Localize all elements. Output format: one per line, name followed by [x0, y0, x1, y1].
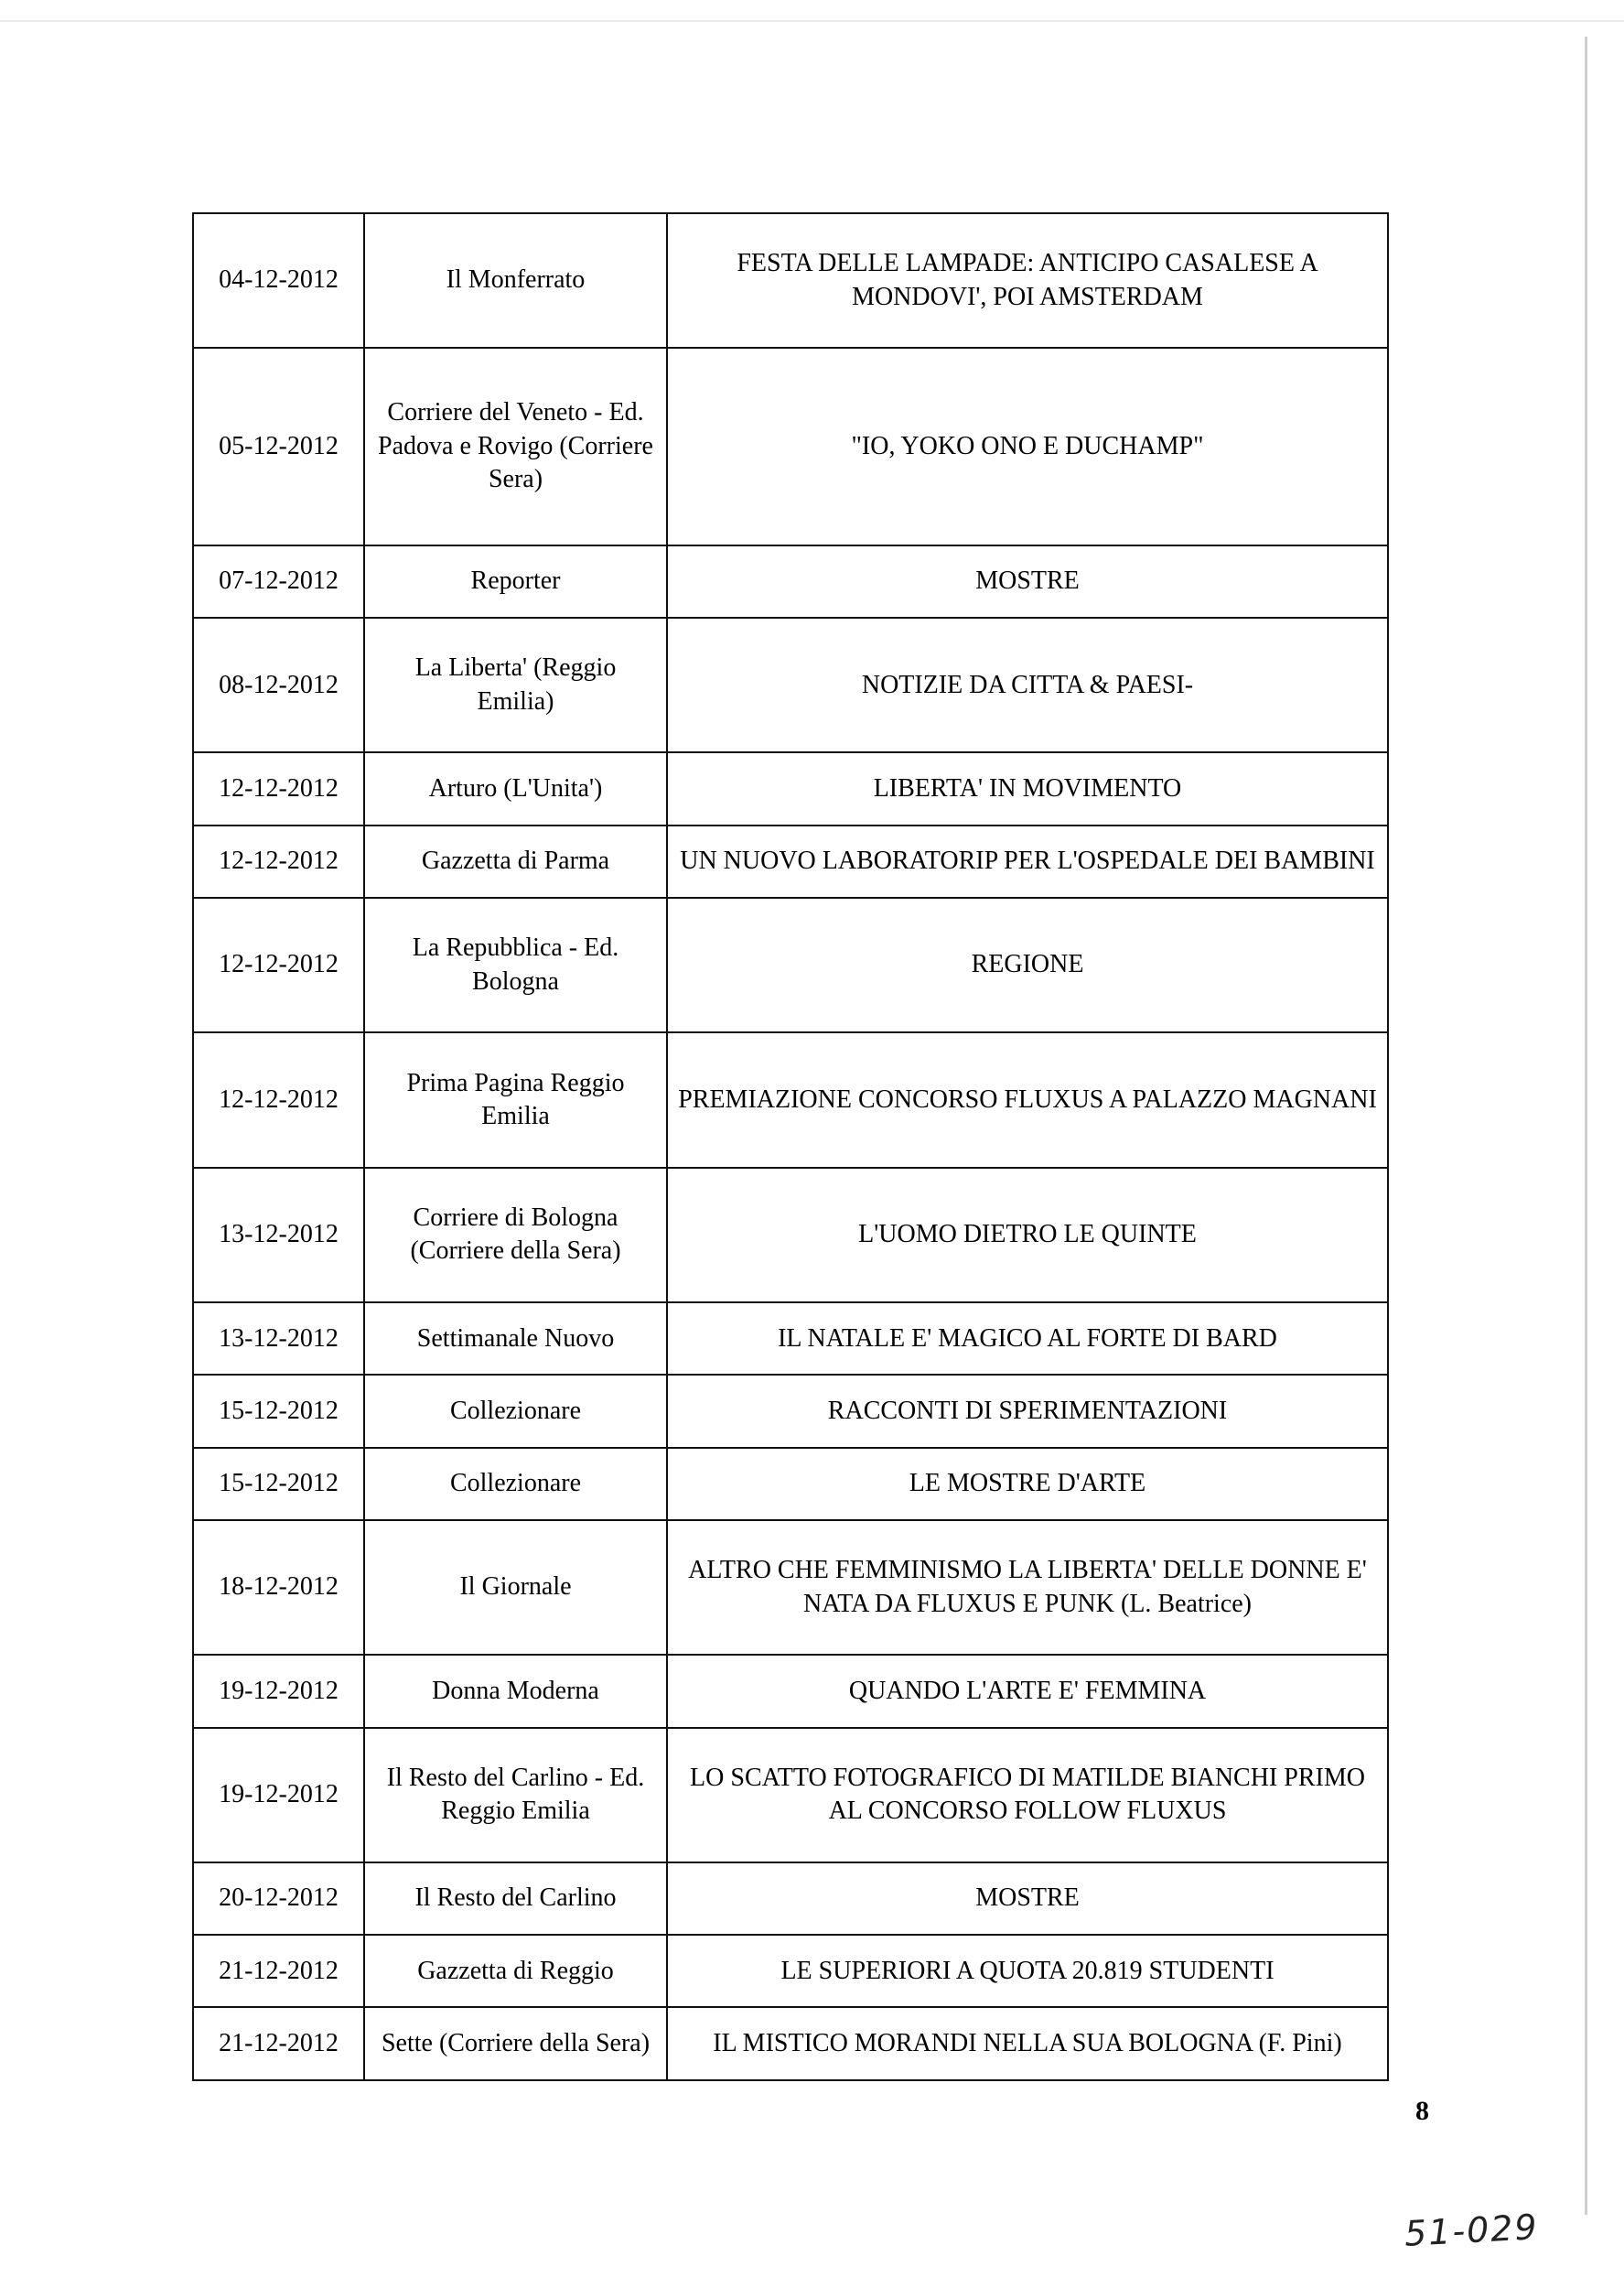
source-cell: Reporter [364, 545, 667, 618]
title-cell: QUANDO L'ARTE E' FEMMINA [667, 1655, 1388, 1727]
table-row [193, 1655, 1388, 1727]
title-cell: "IO, YOKO ONO E DUCHAMP" [667, 348, 1388, 545]
date-cell: 08-12-2012 [193, 618, 364, 752]
date-cell: 05-12-2012 [193, 348, 364, 545]
press-review-rows [193, 213, 1388, 2080]
date-cell: 19-12-2012 [193, 1728, 364, 1862]
title-cell: FESTA DELLE LAMPADE: ANTICIPO CASALESE A MONDOVI', POI AMSTERDAM [667, 213, 1388, 348]
date-cell: 18-12-2012 [193, 1520, 364, 1655]
table-row [193, 618, 1388, 752]
source-cell: Collezionare [364, 1375, 667, 1447]
title-cell: IL NATALE E' MAGICO AL FORTE DI BARD [667, 1302, 1388, 1375]
table-row [193, 545, 1388, 618]
date-cell: 04-12-2012 [193, 213, 364, 348]
source-cell: Il Resto del Carlino [364, 1862, 667, 1935]
title-cell: MOSTRE [667, 545, 1388, 618]
date-cell: 13-12-2012 [193, 1168, 364, 1302]
table-row [193, 1728, 1388, 1862]
title-cell: ALTRO CHE FEMMINISMO LA LIBERTA' DELLE DONNE E' NATA DA FLUXUS E PUNK (L. Beatrice) [667, 1520, 1388, 1655]
title-cell: LE MOSTRE D'ARTE [667, 1448, 1388, 1520]
source-cell: Donna Moderna [364, 1655, 667, 1727]
source-cell: Collezionare [364, 1448, 667, 1520]
date-cell: 07-12-2012 [193, 545, 364, 618]
date-cell: 12-12-2012 [193, 898, 364, 1032]
title-cell: LIBERTA' IN MOVIMENTO [667, 752, 1388, 825]
source-cell: Gazzetta di Reggio [364, 1935, 667, 2007]
title-cell: RACCONTI DI SPERIMENTAZIONI [667, 1375, 1388, 1447]
title-cell: LE SUPERIORI A QUOTA 20.819 STUDENTI [667, 1935, 1388, 2007]
table-row [193, 898, 1388, 1032]
title-cell: LO SCATTO FOTOGRAFICO DI MATILDE BIANCHI PRIMO AL CONCORSO FOLLOW FLUXUS [667, 1728, 1388, 1862]
scan-top-edge [0, 20, 1624, 22]
date-cell: 20-12-2012 [193, 1862, 364, 1935]
source-cell: Corriere del Veneto - Ed. Padova e Rovigo (Corriere Sera) [364, 348, 667, 545]
source-cell: Prima Pagina Reggio Emilia [364, 1032, 667, 1167]
press-review-table [192, 212, 1389, 2081]
table-row [193, 1302, 1388, 1375]
date-cell: 21-12-2012 [193, 2007, 364, 2080]
table-row [193, 2007, 1388, 2080]
date-cell: 15-12-2012 [193, 1448, 364, 1520]
date-cell: 21-12-2012 [193, 1935, 364, 2007]
source-cell: Il Resto del Carlino - Ed. Reggio Emilia [364, 1728, 667, 1862]
date-cell: 12-12-2012 [193, 826, 364, 898]
table-row [193, 1935, 1388, 2007]
title-cell: IL MISTICO MORANDI NELLA SUA BOLOGNA (F. Pini) [667, 2007, 1388, 2080]
table-row [193, 348, 1388, 545]
date-cell: 12-12-2012 [193, 1032, 364, 1167]
title-cell: REGIONE [667, 898, 1388, 1032]
table-row [193, 1032, 1388, 1167]
date-cell: 12-12-2012 [193, 752, 364, 825]
source-cell: Sette (Corriere della Sera) [364, 2007, 667, 2080]
date-cell: 15-12-2012 [193, 1375, 364, 1447]
title-cell: L'UOMO DIETRO LE QUINTE [667, 1168, 1388, 1302]
source-cell: Corriere di Bologna (Corriere della Sera) [364, 1168, 667, 1302]
page-number: 8 [1415, 2096, 1429, 2126]
source-cell: Settimanale Nuovo [364, 1302, 667, 1375]
title-cell: NOTIZIE DA CITTA & PAESI- [667, 618, 1388, 752]
source-cell: La Liberta' (Reggio Emilia) [364, 618, 667, 752]
source-cell: Il Giornale [364, 1520, 667, 1655]
date-cell: 19-12-2012 [193, 1655, 364, 1727]
table-row [193, 1520, 1388, 1655]
table-row [193, 1862, 1388, 1935]
scan-right-edge [1585, 37, 1587, 2215]
table-row [193, 213, 1388, 348]
table-row [193, 752, 1388, 825]
source-cell: Arturo (L'Unita') [364, 752, 667, 825]
table-row [193, 1375, 1388, 1447]
title-cell: UN NUOVO LABORATORIP PER L'OSPEDALE DEI BAMBINI [667, 826, 1388, 898]
title-cell: MOSTRE [667, 1862, 1388, 1935]
date-cell: 13-12-2012 [193, 1302, 364, 1375]
source-cell: La Repubblica - Ed. Bologna [364, 898, 667, 1032]
table-row [193, 1448, 1388, 1520]
title-cell: PREMIAZIONE CONCORSO FLUXUS A PALAZZO MAGNANI [667, 1032, 1388, 1167]
table-row [193, 1168, 1388, 1302]
source-cell: Gazzetta di Parma [364, 826, 667, 898]
table-row [193, 826, 1388, 898]
source-cell: Il Monferrato [364, 213, 667, 348]
archive-code: 51-029 [1403, 2207, 1540, 2254]
